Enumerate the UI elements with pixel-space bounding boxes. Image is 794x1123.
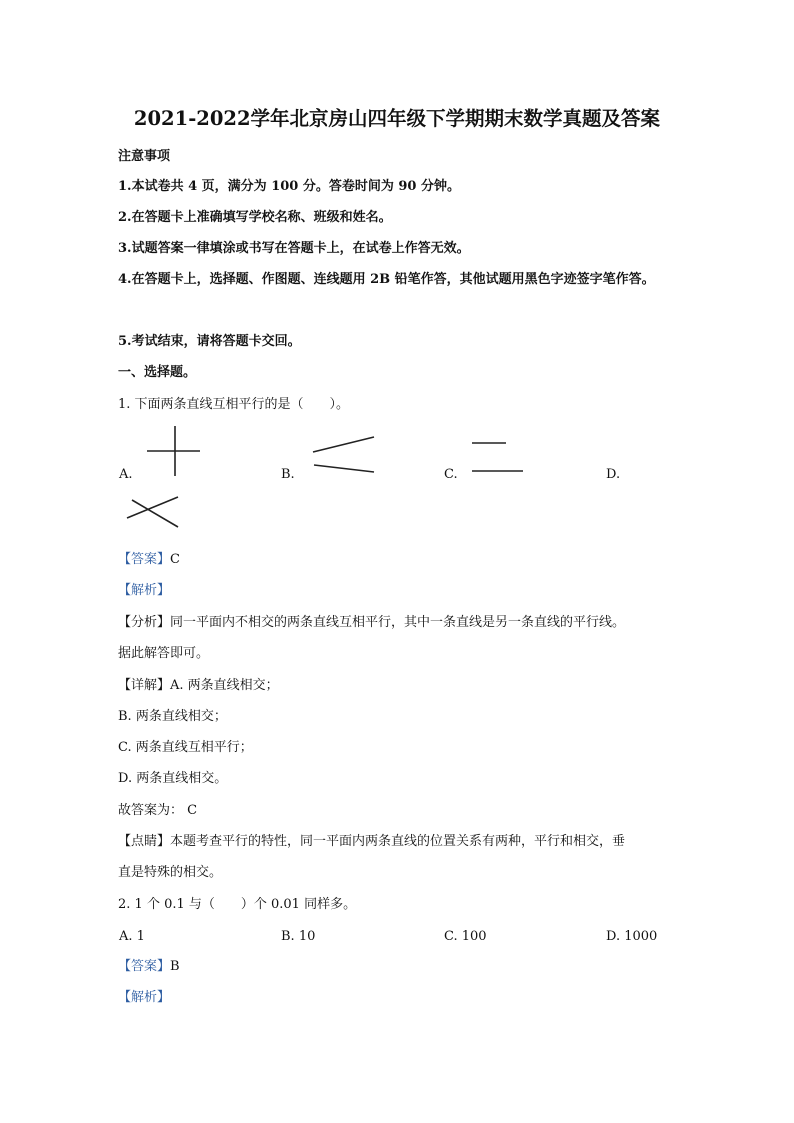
option-c-figure [466, 436, 528, 480]
fenxi-line [118, 614, 625, 632]
option-a-label: A. [119, 467, 133, 482]
option-b-label: B. [281, 467, 295, 482]
q2-option-a: A. 1 [119, 929, 145, 944]
option-b-figure [308, 432, 380, 476]
q2-option-b: B. 10 [281, 929, 316, 944]
notice-item-5: 5.考试结束，请将答题卡交回。 [118, 334, 301, 349]
page-title: 2021-2022学年北京房山四年级下学期期末数学真题及答案 [133, 107, 661, 130]
dianjing-text: 本题考查平行的特性，同一平面内两条直线的位置关系有两种，平行和相交，垂 [170, 834, 626, 849]
notice-heading: 注意事项 [118, 149, 171, 164]
answer-value: C [170, 552, 180, 567]
answer-tag: 【答案】 [118, 552, 171, 567]
notice-item-1: 1.本试卷共 4 页，满分为 100 分。答卷时间为 90 分钟。 [118, 179, 460, 194]
dianjing-line [118, 833, 625, 851]
section-heading: 一、选择题。 [118, 365, 197, 380]
xiangjie-line [118, 677, 279, 695]
notice-item-4: 4.在答题卡上，选择题、作图题、连线题用 2B 铅笔作答，其他试题用黑色字迹签字笔作答。 [118, 272, 655, 287]
fenxi-text: 同一平面内不相交的两条直线互相平行，其中一条直线是另一条直线的平行线。 [170, 615, 626, 630]
line-lower [314, 465, 374, 472]
analysis-line-q1 [118, 582, 170, 600]
notice-item-3: 3.试题答案一律填涂或书写在答题卡上，在试卷上作答无效。 [118, 241, 470, 256]
detail-d: D. 两条直线相交。 [118, 771, 228, 786]
option-a-figure [140, 420, 210, 480]
question-2-stem: 2. 1 个 0.1 与（ ）个 0.01 同样多。 [118, 897, 357, 912]
q2-option-d: D. 1000 [606, 929, 658, 944]
xiangjie-tag: 【详解】 [118, 678, 171, 693]
q2-option-c: C. 100 [444, 929, 487, 944]
xiangjie-text: A. 两条直线相交； [170, 678, 279, 693]
line-upper [313, 437, 374, 452]
option-d-figure [120, 490, 186, 532]
fenxi-line-2: 据此解答即可。 [118, 646, 210, 661]
dianjing-tag: 【点睛】 [118, 834, 171, 849]
answer-tag-q2: 【答案】 [118, 959, 171, 974]
answer-line-q1 [118, 551, 180, 569]
final-answer: 故答案为： C [118, 803, 198, 818]
option-d-label: D. [606, 467, 621, 482]
dianjing-line-2: 直是特殊的相交。 [118, 865, 223, 880]
analysis-line-q2 [118, 989, 170, 1007]
analysis-tag-q2: 【解析】 [118, 990, 171, 1005]
detail-b: B. 两条直线相交； [118, 709, 227, 724]
fenxi-tag: 【分析】 [118, 615, 171, 630]
detail-c: C. 两条直线互相平行； [118, 740, 253, 755]
line-rising [127, 497, 178, 518]
option-c-label: C. [444, 467, 458, 482]
notice-item-2: 2.在答题卡上准确填写学校名称、班级和姓名。 [118, 210, 392, 225]
answer-value-q2: B [170, 959, 180, 974]
answer-line-q2 [118, 958, 180, 976]
analysis-tag: 【解析】 [118, 583, 171, 598]
question-1-stem: 1. 下面两条直线互相平行的是（ ）。 [118, 397, 350, 412]
